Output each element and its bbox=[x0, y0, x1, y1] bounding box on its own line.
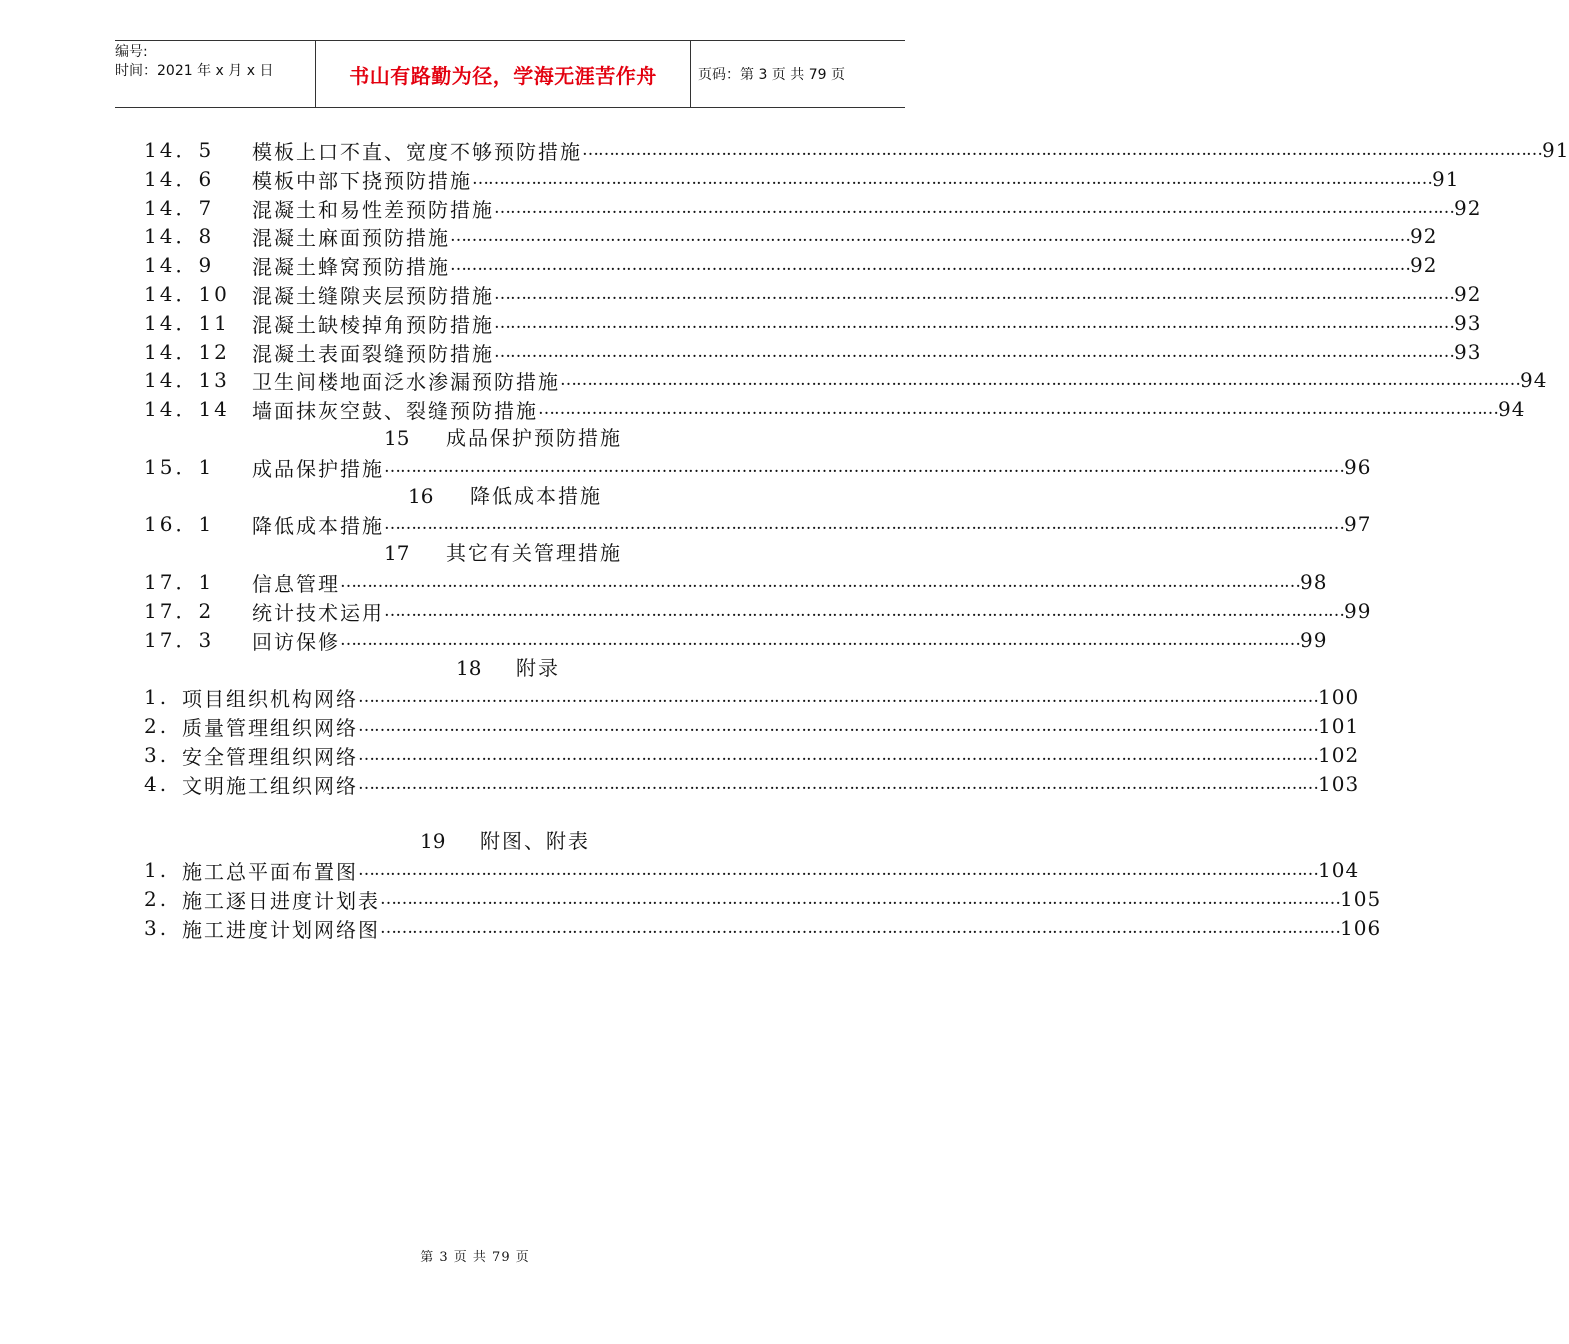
toc-entry-title: 混凝土表面裂缝预防措施 bbox=[252, 341, 494, 366]
section-title: 附录 bbox=[516, 656, 560, 680]
toc-entry-title: 降低成本措施 bbox=[252, 513, 384, 538]
toc-section-heading[interactable] bbox=[0, 654, 950, 682]
dot-leader: ……………………………………………………………………………………………………………………………………………………………… bbox=[450, 226, 1410, 246]
toc-entry-page: 102 bbox=[1318, 743, 1360, 767]
toc-entry-title: 质量管理组织网络 bbox=[182, 715, 358, 740]
toc-entry-title: 卫生间楼地面泛水渗漏预防措施 bbox=[252, 369, 560, 394]
toc-entry-number: 14．10 bbox=[144, 282, 230, 306]
toc-entry[interactable] bbox=[0, 165, 1460, 193]
dot-leader: ……………………………………………………………………………………………………………………………………………………………… bbox=[358, 774, 1318, 794]
dot-leader: ……………………………………………………………………………………………………………………………………………………………… bbox=[340, 572, 1300, 592]
toc-entry-page: 94 bbox=[1520, 368, 1548, 392]
dot-leader: ……………………………………………………………………………………………………………………………………………………………… bbox=[384, 601, 1344, 621]
toc-section-heading[interactable] bbox=[0, 424, 950, 452]
toc-entry-page: 101 bbox=[1318, 714, 1360, 738]
toc-entry-page: 92 bbox=[1410, 224, 1438, 248]
toc-entry-title: 模板上口不直、宽度不够预防措施 bbox=[252, 139, 582, 164]
section-number: 17 bbox=[384, 541, 410, 565]
toc-entry-title: 项目组织机构网络 bbox=[182, 686, 358, 711]
page-header bbox=[115, 40, 905, 108]
toc-entry-title: 混凝土和易性差预防措施 bbox=[252, 197, 494, 222]
dot-leader: ……………………………………………………………………………………………………………………………………………………………… bbox=[358, 860, 1318, 880]
section-number: 15 bbox=[384, 426, 410, 450]
toc-section-heading[interactable] bbox=[0, 539, 950, 567]
toc-entry-number: 14．8 bbox=[144, 224, 215, 248]
dot-leader: ……………………………………………………………………………………………………………………………………………………………… bbox=[380, 889, 1340, 909]
toc-entry-title: 模板中部下挠预防措施 bbox=[252, 168, 472, 193]
section-title: 附图、附表 bbox=[480, 829, 590, 853]
toc-entry-number: 17．3 bbox=[144, 628, 215, 652]
dot-leader: ……………………………………………………………………………………………………………………………………………………………… bbox=[494, 284, 1454, 304]
toc-entry[interactable] bbox=[0, 741, 1360, 769]
toc-entry-title: 回访保修 bbox=[252, 629, 340, 654]
dot-leader: ……………………………………………………………………………………………………………………………………………………………… bbox=[340, 630, 1300, 650]
header-page-info: 页码：第 3 页 共 79 页 bbox=[698, 67, 845, 83]
toc-entry[interactable] bbox=[0, 885, 1382, 913]
header-motto: 书山有路勤为径，学海无涯苦作舟 bbox=[315, 41, 691, 107]
toc-entry-page: 103 bbox=[1318, 772, 1360, 796]
toc-entry-title: 墙面抹灰空鼓、裂缝预防措施 bbox=[252, 398, 538, 423]
toc-entry[interactable] bbox=[0, 568, 1328, 596]
toc-entry-title: 统计技术运用 bbox=[252, 600, 384, 625]
toc-entry[interactable] bbox=[0, 222, 1438, 250]
toc-entry[interactable] bbox=[0, 597, 1372, 625]
toc-entry-page: 99 bbox=[1344, 599, 1372, 623]
toc-entry[interactable] bbox=[0, 251, 1438, 279]
toc-entry[interactable] bbox=[0, 338, 1482, 366]
toc-entry-number: 1. bbox=[144, 858, 170, 882]
section-number: 18 bbox=[456, 656, 482, 680]
page-footer: 第 3 页 共 79 页 bbox=[420, 1250, 530, 1265]
toc-entry-number: 3. bbox=[144, 743, 170, 767]
section-title: 其它有关管理措施 bbox=[446, 541, 622, 565]
toc-entry-number: 4. bbox=[144, 772, 170, 796]
toc-entry-number: 14．9 bbox=[144, 253, 215, 277]
toc-entry-number: 15．1 bbox=[144, 455, 215, 479]
toc-entry-page: 98 bbox=[1300, 570, 1328, 594]
section-title: 降低成本措施 bbox=[470, 484, 602, 508]
toc-entry[interactable] bbox=[0, 136, 1569, 164]
dot-leader: ……………………………………………………………………………………………………………………………………………………………… bbox=[450, 255, 1410, 275]
dot-leader: ……………………………………………………………………………………………………………………………………………………………… bbox=[494, 342, 1454, 362]
toc-entry-title: 信息管理 bbox=[252, 571, 340, 596]
toc-entry[interactable] bbox=[0, 309, 1482, 337]
toc-entry[interactable] bbox=[0, 770, 1360, 798]
toc-entry-number: 14．11 bbox=[144, 311, 230, 335]
section-title: 成品保护预防措施 bbox=[446, 426, 622, 450]
toc-entry-page: 105 bbox=[1340, 887, 1382, 911]
dot-leader: ……………………………………………………………………………………………………………………………………………………………… bbox=[358, 687, 1318, 707]
toc-entry-page: 104 bbox=[1318, 858, 1360, 882]
toc-entry-page: 92 bbox=[1454, 282, 1482, 306]
toc-entry-page: 91 bbox=[1432, 167, 1460, 191]
toc-entry[interactable] bbox=[0, 626, 1328, 654]
toc-entry-number: 17．2 bbox=[144, 599, 215, 623]
toc-entry-title: 混凝土麻面预防措施 bbox=[252, 225, 450, 250]
dot-leader: ……………………………………………………………………………………………………………………………………………………………… bbox=[384, 514, 1344, 534]
toc-entry[interactable] bbox=[0, 395, 1526, 423]
header-meta bbox=[115, 41, 315, 109]
toc-entry-number: 2. bbox=[144, 714, 170, 738]
toc-entry-page: 94 bbox=[1498, 397, 1526, 421]
toc-entry-number: 14．14 bbox=[144, 397, 230, 421]
time-label: 时间：2021 年 x 月 x 日 bbox=[115, 63, 274, 79]
toc-entry[interactable] bbox=[0, 453, 1372, 481]
dot-leader: ……………………………………………………………………………………………………………………………………………………………… bbox=[358, 745, 1318, 765]
dot-leader: ……………………………………………………………………………………………………………………………………………………………… bbox=[538, 399, 1498, 419]
toc-entry-page: 92 bbox=[1454, 196, 1482, 220]
toc-entry-title: 成品保护措施 bbox=[252, 456, 384, 481]
dot-leader: ……………………………………………………………………………………………………………………………………………………………… bbox=[560, 370, 1520, 390]
toc-entry-title: 文明施工组织网络 bbox=[182, 773, 358, 798]
toc-entry-number: 2. bbox=[144, 887, 170, 911]
toc-entry-number: 14．6 bbox=[144, 167, 215, 191]
toc-entry-number: 16．1 bbox=[144, 512, 215, 536]
toc-entry-title: 施工逐日进度计划表 bbox=[182, 888, 380, 913]
toc-entry-number: 3. bbox=[144, 916, 170, 940]
toc-entry[interactable] bbox=[0, 914, 1382, 942]
dot-leader: ……………………………………………………………………………………………………………………………………………………………… bbox=[380, 918, 1340, 938]
toc-entry-title: 施工总平面布置图 bbox=[182, 859, 358, 884]
toc-entry-title: 施工进度计划网络图 bbox=[182, 917, 380, 942]
toc-entry[interactable] bbox=[0, 366, 1548, 394]
dot-leader: ……………………………………………………………………………………………………………………………………………………………… bbox=[472, 169, 1432, 189]
toc-entry-number: 14．12 bbox=[144, 340, 230, 364]
toc-entry[interactable] bbox=[0, 280, 1482, 308]
dot-leader: ……………………………………………………………………………………………………………………………………………………………… bbox=[582, 140, 1542, 160]
toc-entry-page: 93 bbox=[1454, 311, 1482, 335]
toc-entry-page: 93 bbox=[1454, 340, 1482, 364]
toc-entry-number: 14．13 bbox=[144, 368, 230, 392]
toc-section-heading[interactable] bbox=[0, 827, 950, 855]
toc-entry-page: 106 bbox=[1340, 916, 1382, 940]
toc-entry-number: 14．5 bbox=[144, 138, 215, 162]
toc-entry[interactable] bbox=[0, 856, 1360, 884]
toc-entry-title: 混凝土缺棱掉角预防措施 bbox=[252, 312, 494, 337]
toc-entry[interactable] bbox=[0, 194, 1482, 222]
toc-entry-page: 96 bbox=[1344, 455, 1372, 479]
dot-leader: ……………………………………………………………………………………………………………………………………………………………… bbox=[494, 313, 1454, 333]
toc-entry[interactable] bbox=[0, 683, 1360, 711]
dot-leader: ……………………………………………………………………………………………………………………………………………………………… bbox=[384, 457, 1344, 477]
toc-entry-page: 99 bbox=[1300, 628, 1328, 652]
toc-entry-number: 1. bbox=[144, 685, 170, 709]
toc-entry-page: 91 bbox=[1542, 138, 1569, 162]
toc-entry-title: 混凝土蜂窝预防措施 bbox=[252, 254, 450, 279]
toc-entry-page: 97 bbox=[1344, 512, 1372, 536]
code-label: 编号: bbox=[115, 44, 148, 60]
toc-entry[interactable] bbox=[0, 712, 1360, 740]
toc-entry-page: 100 bbox=[1318, 685, 1360, 709]
toc-entry-number: 14．7 bbox=[144, 196, 215, 220]
toc-entry-page: 92 bbox=[1410, 253, 1438, 277]
toc-entry-number: 17．1 bbox=[144, 570, 215, 594]
toc-section-heading[interactable] bbox=[0, 482, 950, 510]
section-number: 19 bbox=[420, 829, 446, 853]
toc-entry[interactable] bbox=[0, 510, 1372, 538]
toc-entry-title: 混凝土缝隙夹层预防措施 bbox=[252, 283, 494, 308]
dot-leader: ……………………………………………………………………………………………………………………………………………………………… bbox=[358, 716, 1318, 736]
dot-leader: ……………………………………………………………………………………………………………………………………………………………… bbox=[494, 198, 1454, 218]
section-number: 16 bbox=[408, 484, 434, 508]
toc-entry-title: 安全管理组织网络 bbox=[182, 744, 358, 769]
